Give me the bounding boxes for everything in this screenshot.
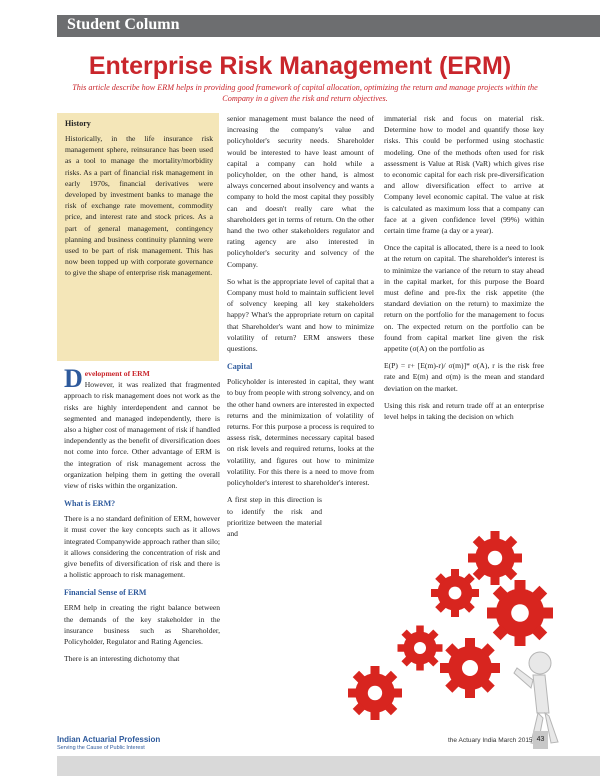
history-body: Historically, in the life insurance risk management sphere, reinsurance has been used as a tool to manage the mortality/morbidity risks. As a part of financial risk management in early 1970s, financial derivatives were developed by investment banks to manage the risk of exchange rate movement, commodity price, and interest rate and stock prices. As a part of general management, contingency planning and business continuity planning were used to be part of risk management. This has now been topped up with corporate governance to give the shape of enterprise risk management.	[65, 134, 213, 278]
financial-sense-heading: Financial Sense of ERM	[64, 588, 147, 598]
capital-heading: Capital	[227, 362, 253, 372]
development-body: However, it was realized that fragmented approach to risk management does not work as the risks are highly interdependent and cannot be segmented and managed independently, there is also a higher cost of management of risk if handled independently as the benefit of diversification does not come into force. Other advantage of ERM is the integration of risk management across the organization helping them in getting the overall view of risks within the organization.	[64, 380, 220, 491]
dropcap: D	[64, 364, 83, 393]
col2-paragraph-1: senior management must balance the need of increasing the company's value and policyholder's security needs. Shareholder would be interested to have least amount of capital a company can hold while a policyholder, on the other hand, is almost always concerned about insolvency and wants a company to hold the most capital they possibly can and doesn't really care what the shareholders get in terms of return. On the other hand the two other stakeholders regulator and rating agency are also interested in policyholder's security and solvency of the Company.	[227, 114, 374, 269]
history-box	[57, 113, 219, 361]
history-heading: History	[65, 119, 91, 128]
gear-icon	[431, 569, 479, 617]
footer-branding	[57, 735, 160, 751]
footer-bar	[57, 756, 600, 776]
footer-issue: the Actuary India March 2015	[448, 737, 533, 744]
financial-sense-body-2: There is an interesting dichotomy that	[64, 654, 180, 664]
col3-paragraph-1: immaterial risk and focus on material risk. Determine how to model and quantify those key risks. This could be performed using stochastic modeling. One of the methods often used for risk assessment is Value at Risk (VaR) which gives rise to economic capital for each risk pre-diversification and allow diversification effect to arrive at Company level economic capital. The value at risk is calculated as maximum loss that a company can face at a given confidence level (99%) within certain time frame (a day or a year).	[384, 114, 544, 236]
col2-paragraph-2: So what is the appropriate level of capital that a Company must hold to maintain sufficient level of solvency keeping all key stakeholders happy? What's the appropriate return on capital that Shareholder's want and how to minimize volatility of return? ERM answers these questions.	[227, 276, 374, 354]
development-heading: evelopment of ERM	[84, 369, 150, 378]
gear-icon	[398, 626, 443, 671]
col3-paragraph-2: Once the capital is allocated, there is a need to look at the return on capital. The shareholder's interest is to minimize the variance of the return to stay ahead in the capital market, for this purpose the Board must define and pre-fix the risk appetite (the standard deviation on the return) to maximize the return on the portfolio for the management to focus on. The expected return on the portfolio can be found from capital market line given the risk appetite (σ(A) on the portfolio as	[384, 243, 544, 354]
footer-tagline: Serving the Cause of Public Interest	[57, 745, 145, 751]
page-number: 43	[533, 731, 548, 749]
article-title: Enterprise Risk Management (ERM)	[88, 52, 512, 80]
col3-paragraph-4: Using this risk and return trade off at an enterprise level helps in taking the decision on which	[384, 400, 544, 422]
what-is-erm-heading: What is ERM?	[64, 499, 116, 509]
financial-sense-body-1: ERM help in creating the right balance between the demands of the key stakeholder in the insurance business such as Shareholder, Policyholder, Regulator and Rating Agencies.	[64, 603, 220, 647]
section-label: Student Column	[67, 16, 180, 33]
section-banner	[57, 15, 600, 37]
what-is-erm-body: There is a no standard definition of ERM, however it must cover the key concepts such as it allows integrated Companywide approach rather than silo; it allows considering the concentration of risk and give benefits of diversification of risk and there is a holistic approach to risk management.	[64, 514, 220, 580]
gear-icon	[487, 580, 553, 646]
col2-paragraph-4: A first step in this direction is to identify the risk and prioritize between the material and	[227, 495, 322, 538]
column-1	[64, 364, 220, 670]
column-2	[227, 113, 374, 545]
gears-illustration	[305, 518, 565, 748]
column-3	[384, 113, 544, 428]
footer-org: Indian Actuarial Profession	[57, 735, 161, 744]
col3-formula-paragraph: E(P) = r+ [E(m)-r)/ σ(m)]* σ(A), r is the risk free rate and E(m) and σ(m) is the mean and standard deviation on the market.	[384, 361, 544, 393]
gear-icon	[468, 531, 522, 585]
col2-paragraph-3: Policyholder is interested in capital, they want to buy from people with strong solvency, and on the other hand owners are interested in expected returns and the minimization of volatility of returns. For this purpose a process is required to assess risk, determines necessary capital based on risk levels and required returns, looks at the volatility, and figures out how to minimize volatility. For this there is a need to move from policyholder's interest to shareholder's interest.	[227, 377, 374, 488]
article-subtitle: This article describe how ERM helps in providing good framework of capital allocation, optimizing the return and manage projects within the Company in a given the risk and return objectives.	[72, 83, 538, 103]
gear-icon	[348, 666, 402, 720]
gear-icon	[440, 638, 500, 698]
development-section	[64, 364, 220, 491]
